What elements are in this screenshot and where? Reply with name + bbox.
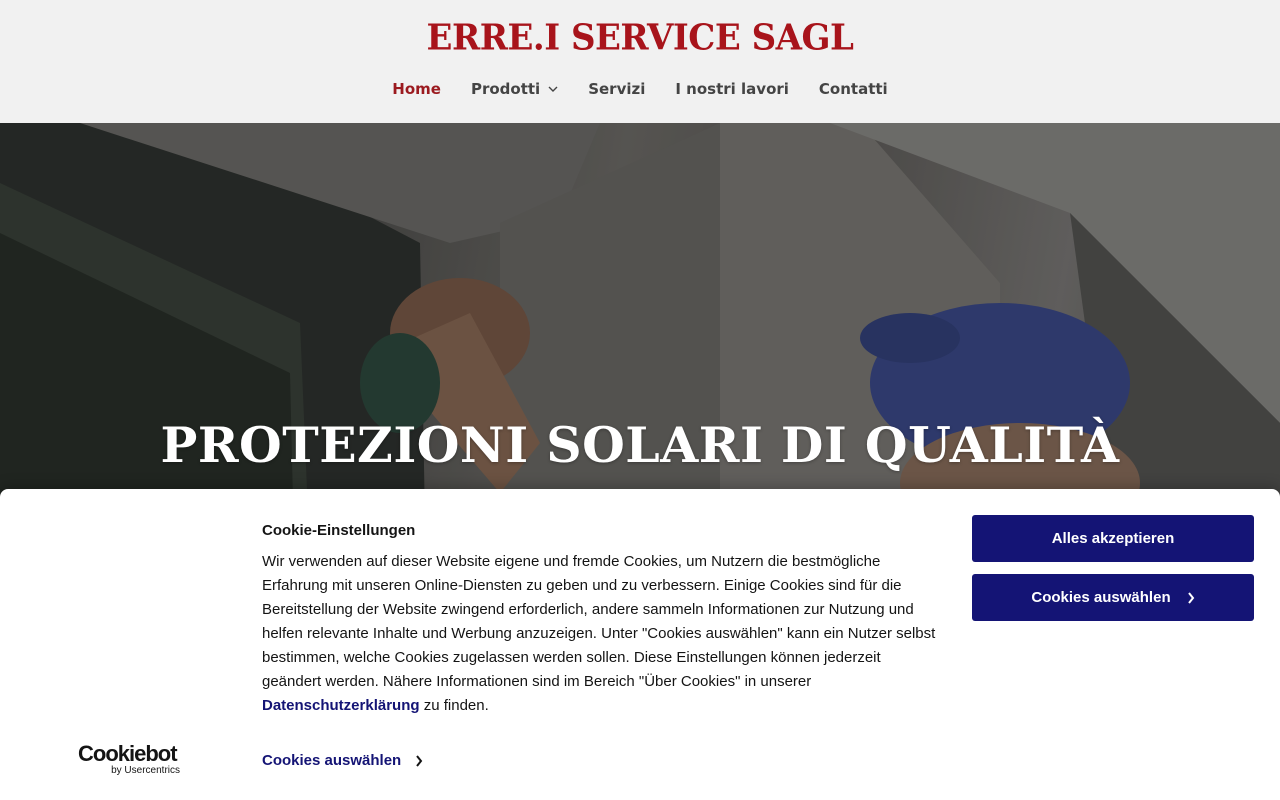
hero-title: PROTEZIONI SOLARI DI QUALITÀ <box>160 416 1120 474</box>
select-cookies-label: Cookies auswählen <box>1031 589 1171 606</box>
cookiebot-byline: by Usercentrics <box>111 765 180 776</box>
privacy-policy-link[interactable]: Datenschutzerklärung <box>262 697 420 714</box>
nav-item-label: Contatti <box>818 80 888 98</box>
chevron-down-icon <box>548 84 558 94</box>
nav-item-home[interactable] <box>377 78 456 100</box>
chevron-right-icon <box>415 755 423 767</box>
nav-item-label: Prodotti <box>470 80 541 98</box>
cookiebot-logo[interactable] <box>78 743 188 777</box>
select-cookies-button[interactable] <box>972 574 1254 621</box>
site-header <box>0 0 1280 123</box>
nav-item-label: Servizi <box>588 80 646 98</box>
cookie-banner <box>0 489 1280 800</box>
nav-item-lavori[interactable] <box>660 78 804 100</box>
accept-all-button[interactable] <box>972 515 1254 562</box>
chevron-right-icon <box>1187 592 1195 604</box>
accept-all-label: Alles akzeptieren <box>1051 530 1175 547</box>
nav-item-servizi[interactable] <box>573 78 660 100</box>
cookie-text-part: zu finden. <box>419 697 489 714</box>
nav-item-prodotti[interactable] <box>456 78 573 100</box>
cookie-title: Cookie-Einstellungen <box>262 522 416 539</box>
select-cookies-link[interactable] <box>262 752 423 769</box>
nav-item-contatti[interactable] <box>804 78 903 100</box>
site-logo[interactable]: ERRE.I SERVICE SAGL <box>426 17 854 59</box>
cookie-text-part: Wir verwenden auf dieser Website eigene und fremde Cookies, um Nutzern die bestmögliche Erfahrung mit unseren Online-Diensten zu geben und zu verbessern. Einige Cookies sind für die Bereitstellung der Website zwingend erforderlich, andere sammeln Informationen zur Nutzung und helfen relevante Inhalte und Werbung anzuzeigen. Unter "Cookies auswählen" kann ein Nutzer selbst bestimmen, welche Cookies zugelassen werden sollen. Diese Einstellungen können jederzeit geändert werden. Nähere Informationen sind im Bereich "Über Cookies" in unserer <box>262 553 936 690</box>
nav-item-label: I nostri lavori <box>675 80 789 98</box>
select-cookies-link-label: Cookies auswählen <box>262 752 402 769</box>
cookiebot-wordmark: Cookiebot <box>78 741 177 766</box>
nav-item-label: Home <box>392 80 441 98</box>
main-nav <box>0 78 1280 100</box>
cookie-description <box>262 550 942 718</box>
